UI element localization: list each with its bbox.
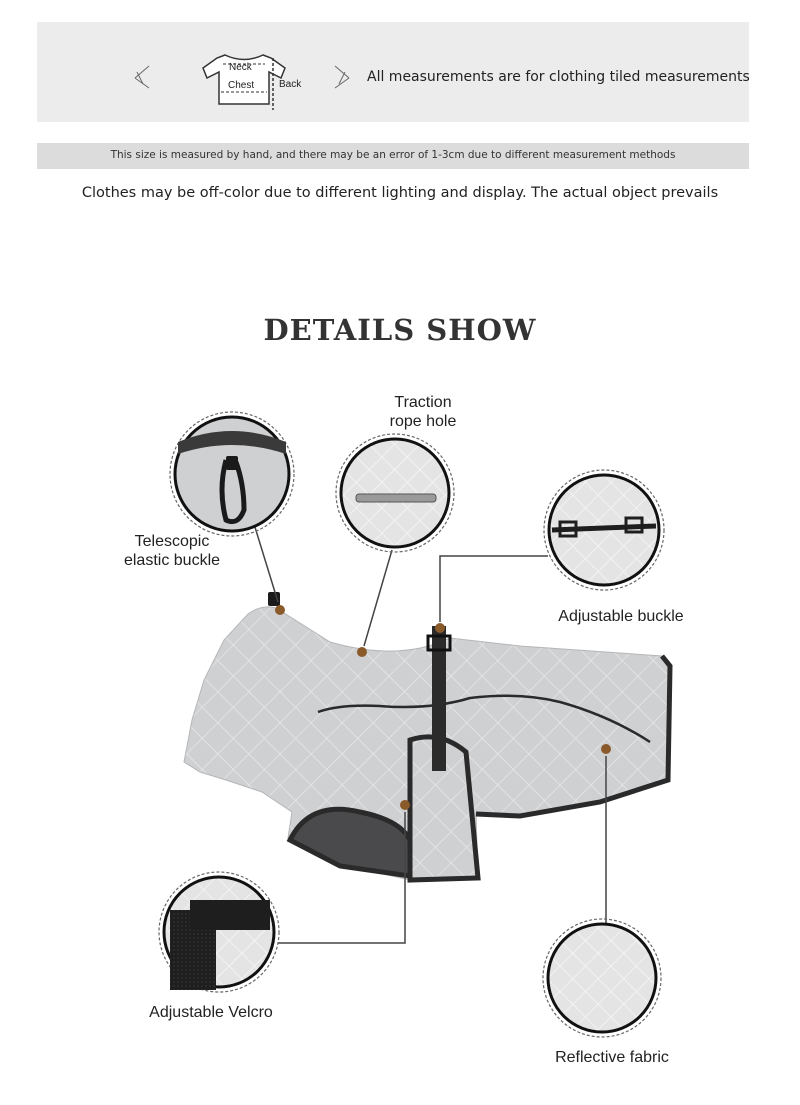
reflective-detail-circle xyxy=(543,919,661,1037)
left-arrow-icon xyxy=(135,66,149,88)
traction-detail-circle xyxy=(336,434,454,552)
buckle-dot xyxy=(435,623,445,633)
traction-dot xyxy=(357,647,367,657)
dog-coat xyxy=(184,592,670,880)
telescopic-label-line2: elastic buckle xyxy=(123,552,221,569)
tiled-measurement-note: All measurements are for clothing tiled measurements xyxy=(367,69,750,85)
neck-label: Neck xyxy=(229,62,252,73)
traction-label xyxy=(383,393,463,431)
adjustable-buckle-label: Adjustable buckle xyxy=(558,608,684,625)
velcro-detail-circle xyxy=(159,872,279,992)
traction-label-line2: rope hole xyxy=(389,413,457,430)
telescopic-label-line1: Telescopic xyxy=(134,533,210,550)
telescopic-detail-circle xyxy=(170,412,294,536)
velcro-dot xyxy=(400,800,410,810)
back-label: Back xyxy=(279,79,302,90)
reflective-dot xyxy=(601,744,611,754)
traction-label-line1: Traction xyxy=(394,394,452,411)
buckle-detail-circle xyxy=(544,470,664,590)
color-disclaimer: Clothes may be off-color due to different lighting and display. The actual object prevails xyxy=(81,185,719,201)
reflective-fabric-label: Reflective fabric xyxy=(555,1049,669,1066)
telescopic-label xyxy=(112,532,232,570)
chest-label: Chest xyxy=(228,80,255,91)
measurement-note: This size is measured by hand, and there may be an error of 1-3cm due to different measurement methods xyxy=(110,149,676,161)
details-title: DETAILS SHOW xyxy=(263,313,537,347)
measurement-note-bar xyxy=(37,143,749,169)
product-detail-illustration xyxy=(0,380,800,1105)
telescopic-dot xyxy=(275,605,285,615)
right-arrow-icon xyxy=(335,66,349,88)
adjustable-velcro-label: Adjustable Velcro xyxy=(149,1004,273,1021)
